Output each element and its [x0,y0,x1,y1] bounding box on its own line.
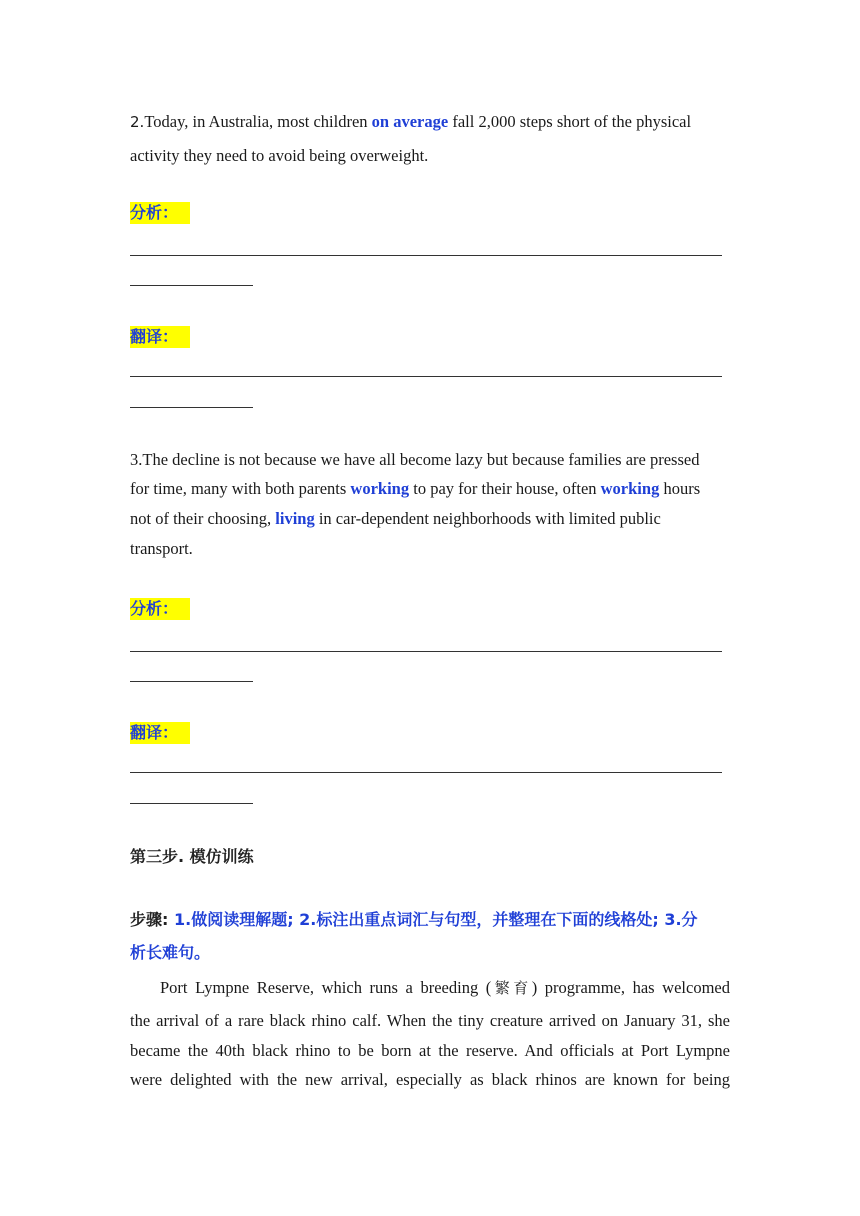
q2-number: 2. [130,113,145,131]
q3-translation-answer-line[interactable] [130,772,722,773]
q2-analysis-answer-line-2[interactable] [130,285,253,286]
q3-analysis-label: 分析： [130,598,190,620]
q2-line-1 [130,111,691,133]
q3-text-1: The decline is not because we have all become lazy but because families are pressed [142,450,700,469]
q3-line-4: transport. [130,539,193,558]
q2-translation-answer-line-2[interactable] [130,407,253,408]
q2-highlight: on average [371,112,449,131]
q2-translation-answer-line[interactable] [130,376,722,377]
q3-text-2b: to pay for their house, often [409,479,601,498]
q3-highlight-working-1: working [350,479,410,498]
q2-translation-label: 翻译： [130,326,190,348]
passage-line-3: became the 40th black rhino to be born at the reserve. And officials at Port Lympne [130,1041,730,1060]
steps-prefix: 步骤: [130,910,174,929]
passage-line-4: were delighted with the new arrival, especially as black rhinos are known for being [130,1070,730,1089]
q3-translation-label: 翻译： [130,722,190,744]
q3-highlight-living: living [275,509,315,528]
steps-line-1 [130,909,698,931]
passage-text-1b: ) programme, has welcomed [531,978,730,997]
q3-line-1 [130,449,699,471]
passage-text-1a: Port Lympne Reserve, which runs a breeding ( [160,978,492,997]
q3-text-3a: not of their choosing, [130,509,276,528]
q2-text-a: Today, in Australia, most children [144,112,372,131]
q3-number: 3. [130,450,143,469]
q3-analysis-answer-line-2[interactable] [130,681,253,682]
steps-text-1: 1.做阅读理解题; 2.标注出重点词汇与句型，并整理在下面的线格处; 3.分 [173,910,698,929]
q3-line-2 [130,478,700,500]
q3-line-3 [130,508,661,530]
passage-line-1 [130,977,730,999]
q3-text-2a: for time, many with both parents [130,479,351,498]
q2-analysis-label: 分析： [130,202,190,224]
q3-text-3b: in car-dependent neighborhoods with limited public [314,509,661,528]
passage-line-2: the arrival of a rare black rhino calf. When the tiny creature arrived on January 31, she [130,1011,730,1030]
section-3-heading: 第三步. 模仿训练 [130,847,254,866]
q3-text-2c: hours [659,479,701,498]
q2-analysis-answer-line[interactable] [130,255,722,256]
steps-line-2: 析长难句。 [130,943,211,962]
q3-analysis-answer-line[interactable] [130,651,722,652]
q2-text-b: fall 2,000 steps short of the physical [448,112,692,131]
q3-highlight-working-2: working [600,479,660,498]
q2-line-2: activity they need to avoid being overweight. [130,146,429,165]
passage-gloss: 繁育 [491,979,532,997]
q3-translation-answer-line-2[interactable] [130,803,253,804]
